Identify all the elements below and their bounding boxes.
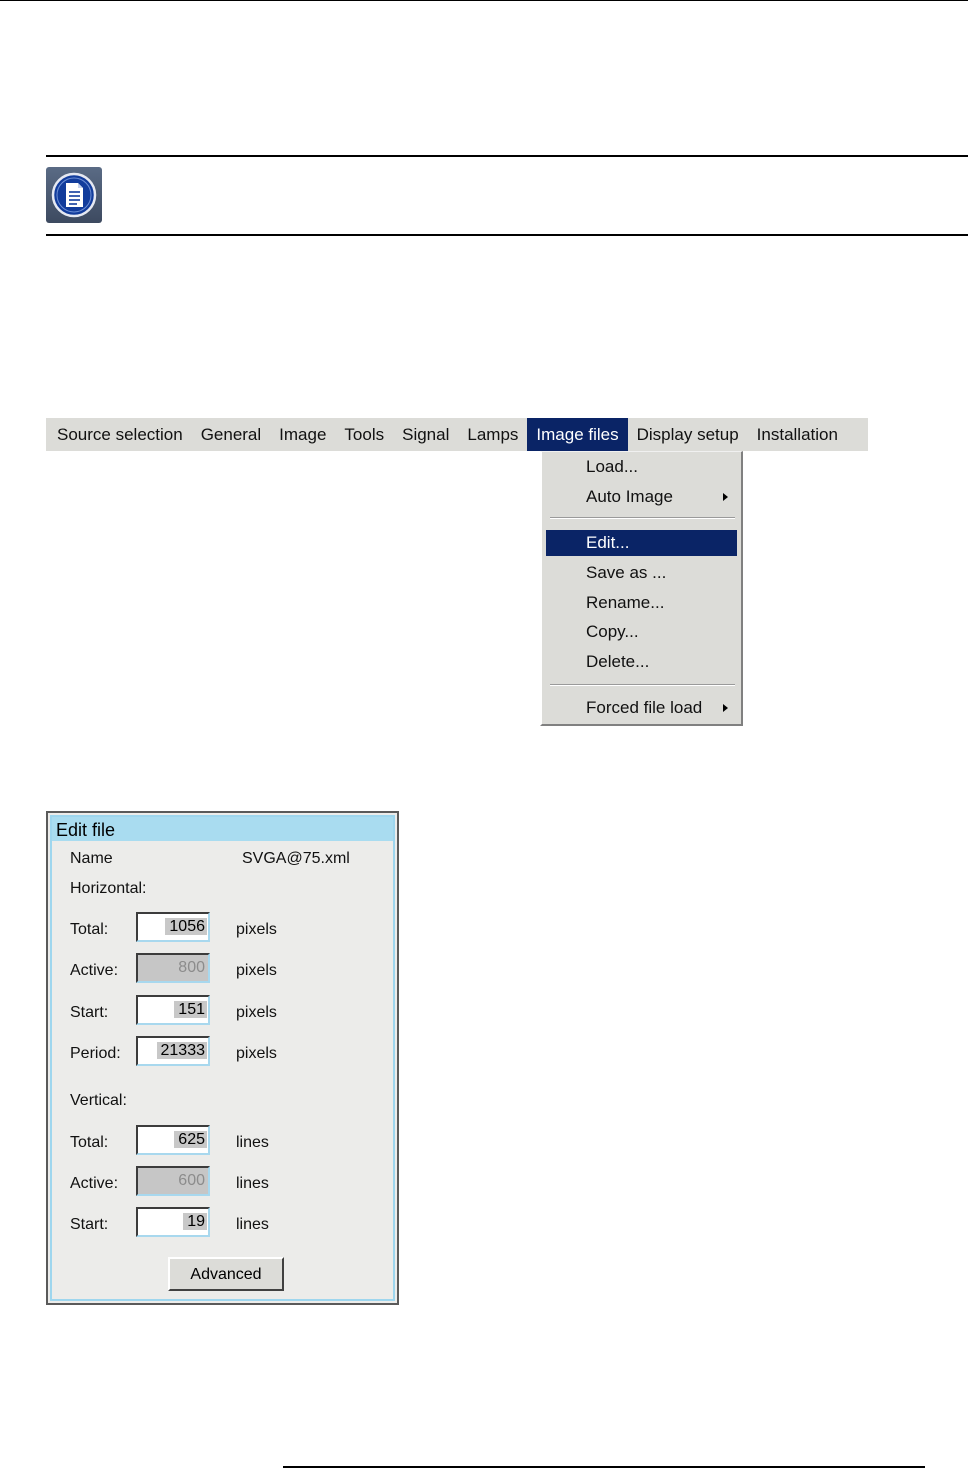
submenu-arrow-icon [723,704,728,712]
menu-item-copy[interactable]: Copy... [586,622,639,641]
h-period-unit: pixels [236,1045,277,1062]
dialog-title: Edit file [52,817,393,841]
note-bottom-rule [46,234,968,236]
footer-rule [283,1466,925,1468]
name-value: SVGA@75.xml [242,850,350,867]
menu-general[interactable]: General [200,425,262,444]
h-start-label: Start: [70,1004,109,1021]
v-start-unit: lines [236,1216,269,1233]
dialog-body [50,815,395,1301]
menu-item-save-as[interactable]: Save as ... [586,563,667,582]
h-active-field: 800 [136,953,210,983]
menu-installation[interactable]: Installation [756,425,838,444]
menu-item-edit[interactable]: Edit... [546,530,737,556]
top-rule [0,0,968,1]
menu-separator [550,684,735,686]
menu-item-load[interactable]: Load... [586,457,638,476]
menu-display-setup[interactable]: Display setup [636,425,739,444]
note-top-rule [46,155,968,157]
h-period-field[interactable]: 21333 [136,1036,210,1066]
v-total-label: Total: [70,1134,109,1151]
h-start-unit: pixels [236,1004,277,1021]
h-start-field[interactable]: 151 [136,995,210,1025]
menu-item-rename[interactable]: Rename... [586,593,665,612]
h-period-label: Period: [70,1045,121,1062]
menu-source-selection[interactable]: Source selection [57,425,183,444]
menu-item-auto-image[interactable]: Auto Image [546,484,737,510]
v-active-unit: lines [236,1175,269,1192]
edit-file-dialog [46,811,399,1305]
v-active-field: 600 [136,1166,210,1196]
menu-image-files[interactable]: Image files [527,418,627,451]
h-active-unit: pixels [236,962,277,979]
v-start-field[interactable]: 19 [136,1207,210,1237]
h-active-label: Active: [70,962,119,979]
h-total-field[interactable]: 1056 [136,912,210,942]
menu-bar [46,418,868,451]
menu-item-forced-file-load[interactable]: Forced file load [546,695,737,721]
h-total-unit: pixels [236,921,277,938]
vertical-label: Vertical: [70,1092,127,1109]
image-files-dropdown [540,451,743,726]
menu-item-delete[interactable]: Delete... [586,652,650,671]
advanced-button[interactable]: Advanced [168,1257,284,1291]
v-active-label: Active: [70,1175,119,1192]
name-label: Name [70,850,113,867]
menu-image[interactable]: Image [279,425,327,444]
horizontal-label: Horizontal: [70,880,147,897]
h-total-label: Total: [70,921,109,938]
menu-signal[interactable]: Signal [402,425,450,444]
menu-lamps[interactable]: Lamps [467,425,519,444]
v-total-unit: lines [236,1134,269,1151]
menu-separator [550,517,735,519]
v-total-field[interactable]: 625 [136,1125,210,1155]
menu-tools[interactable]: Tools [344,425,385,444]
v-start-label: Start: [70,1216,109,1233]
note-document-icon [46,167,102,223]
submenu-arrow-icon [723,493,728,501]
